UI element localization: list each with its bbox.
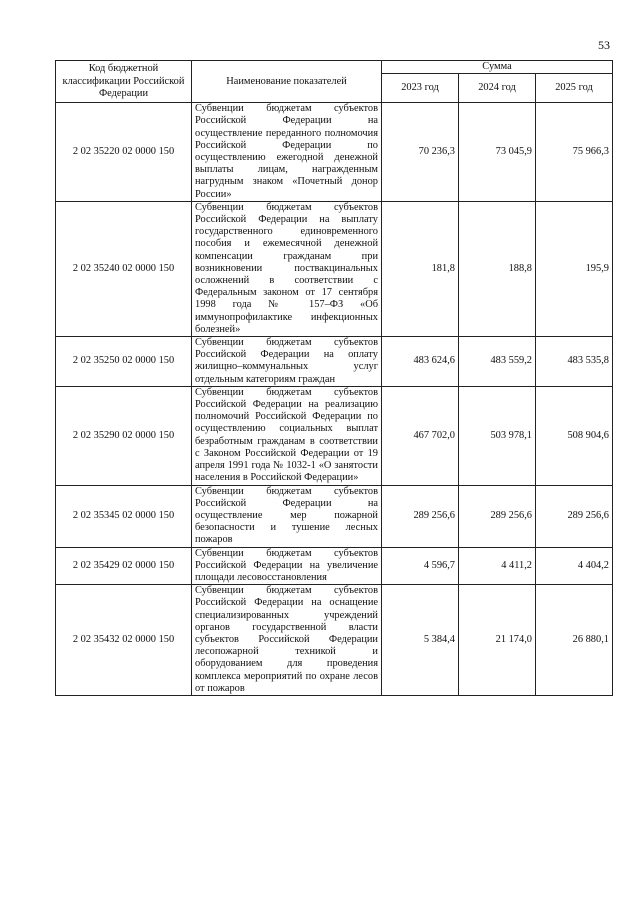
budget-table — [55, 60, 613, 696]
header-sum: Сумма — [382, 61, 613, 74]
row-value-2024: 188,8 — [459, 201, 536, 336]
row-value-2024: 483 559,2 — [459, 337, 536, 387]
row-code: 2 02 35290 02 0000 150 — [56, 386, 192, 485]
row-value-2023: 181,8 — [382, 201, 459, 336]
header-year-2024: 2024 год — [459, 74, 536, 103]
row-value-2023: 5 384,4 — [382, 585, 459, 696]
row-value-2023: 483 624,6 — [382, 337, 459, 387]
row-name: Субвенции бюджетам субъектов Российской Федерации на осуществление переданного полномочия Российской Федерации по осуществлению ежегодной денежной выплаты лицам, награжденным нагрудным знаком «Почетный донор России» — [192, 103, 382, 202]
row-name: Субвенции бюджетам субъектов Российской Федерации на оплату жилищно–коммунальных услуг отдельным категориям граждан — [192, 337, 382, 387]
header-year-2023: 2023 год — [382, 74, 459, 103]
page-number: 53 — [598, 38, 610, 52]
row-value-2025: 289 256,6 — [536, 485, 613, 547]
table-row — [56, 547, 613, 585]
row-value-2025: 26 880,1 — [536, 585, 613, 696]
row-name: Субвенции бюджетам субъектов Российской Федерации на осуществление мер пожарной безопасности и тушение лесных пожаров — [192, 485, 382, 547]
row-value-2025: 4 404,2 — [536, 547, 613, 585]
row-code: 2 02 35432 02 0000 150 — [56, 585, 192, 696]
table-row — [56, 103, 613, 202]
header-code: Код бюджетной классификации Российской Федерации — [56, 61, 192, 103]
row-value-2023: 467 702,0 — [382, 386, 459, 485]
table-row — [56, 201, 613, 336]
row-value-2024: 73 045,9 — [459, 103, 536, 202]
table-row — [56, 585, 613, 696]
row-code: 2 02 35220 02 0000 150 — [56, 103, 192, 202]
row-code: 2 02 35250 02 0000 150 — [56, 337, 192, 387]
header-name: Наименование показателей — [192, 61, 382, 103]
row-value-2023: 70 236,3 — [382, 103, 459, 202]
row-code: 2 02 35240 02 0000 150 — [56, 201, 192, 336]
row-name: Субвенции бюджетам субъектов Российской Федерации на увеличение площади лесовосстановления — [192, 547, 382, 585]
row-value-2023: 4 596,7 — [382, 547, 459, 585]
table-row — [56, 337, 613, 387]
row-value-2025: 508 904,6 — [536, 386, 613, 485]
row-value-2023: 289 256,6 — [382, 485, 459, 547]
header-year-2025: 2025 год — [536, 74, 613, 103]
row-value-2024: 4 411,2 — [459, 547, 536, 585]
table-row — [56, 485, 613, 547]
row-code: 2 02 35429 02 0000 150 — [56, 547, 192, 585]
row-name: Субвенции бюджетам субъектов Российской Федерации на выплату государственного единовременного пособия и ежемесячной денежной компенсации гражданам при возникновении поствакцинальных осложнений в соответствии с Федеральным законом от 17 сентября 1998 года № 157–ФЗ «Об иммунопрофилактике инфекционных болезней» — [192, 201, 382, 336]
row-value-2024: 289 256,6 — [459, 485, 536, 547]
row-value-2024: 21 174,0 — [459, 585, 536, 696]
table-row — [56, 386, 613, 485]
row-value-2025: 195,9 — [536, 201, 613, 336]
row-value-2025: 483 535,8 — [536, 337, 613, 387]
row-code: 2 02 35345 02 0000 150 — [56, 485, 192, 547]
row-value-2024: 503 978,1 — [459, 386, 536, 485]
row-name: Субвенции бюджетам субъектов Российской Федерации на оснащение специализированных учреждений органов государственной власти субъектов Российской Федерации лесопожарной техникой и оборудованием для проведения комплекса мероприятий по охране лесов от пожаров — [192, 585, 382, 696]
row-value-2025: 75 966,3 — [536, 103, 613, 202]
table-header — [56, 61, 613, 103]
row-name: Субвенции бюджетам субъектов Российской Федерации на реализацию полномочий Российской Федерации по осуществлению социальных выплат безработным гражданам в соответствии с Законом Российской Федерации от 19 апреля 1991 года № 1032-1 «О занятости населения в Российской Федерации» — [192, 386, 382, 485]
